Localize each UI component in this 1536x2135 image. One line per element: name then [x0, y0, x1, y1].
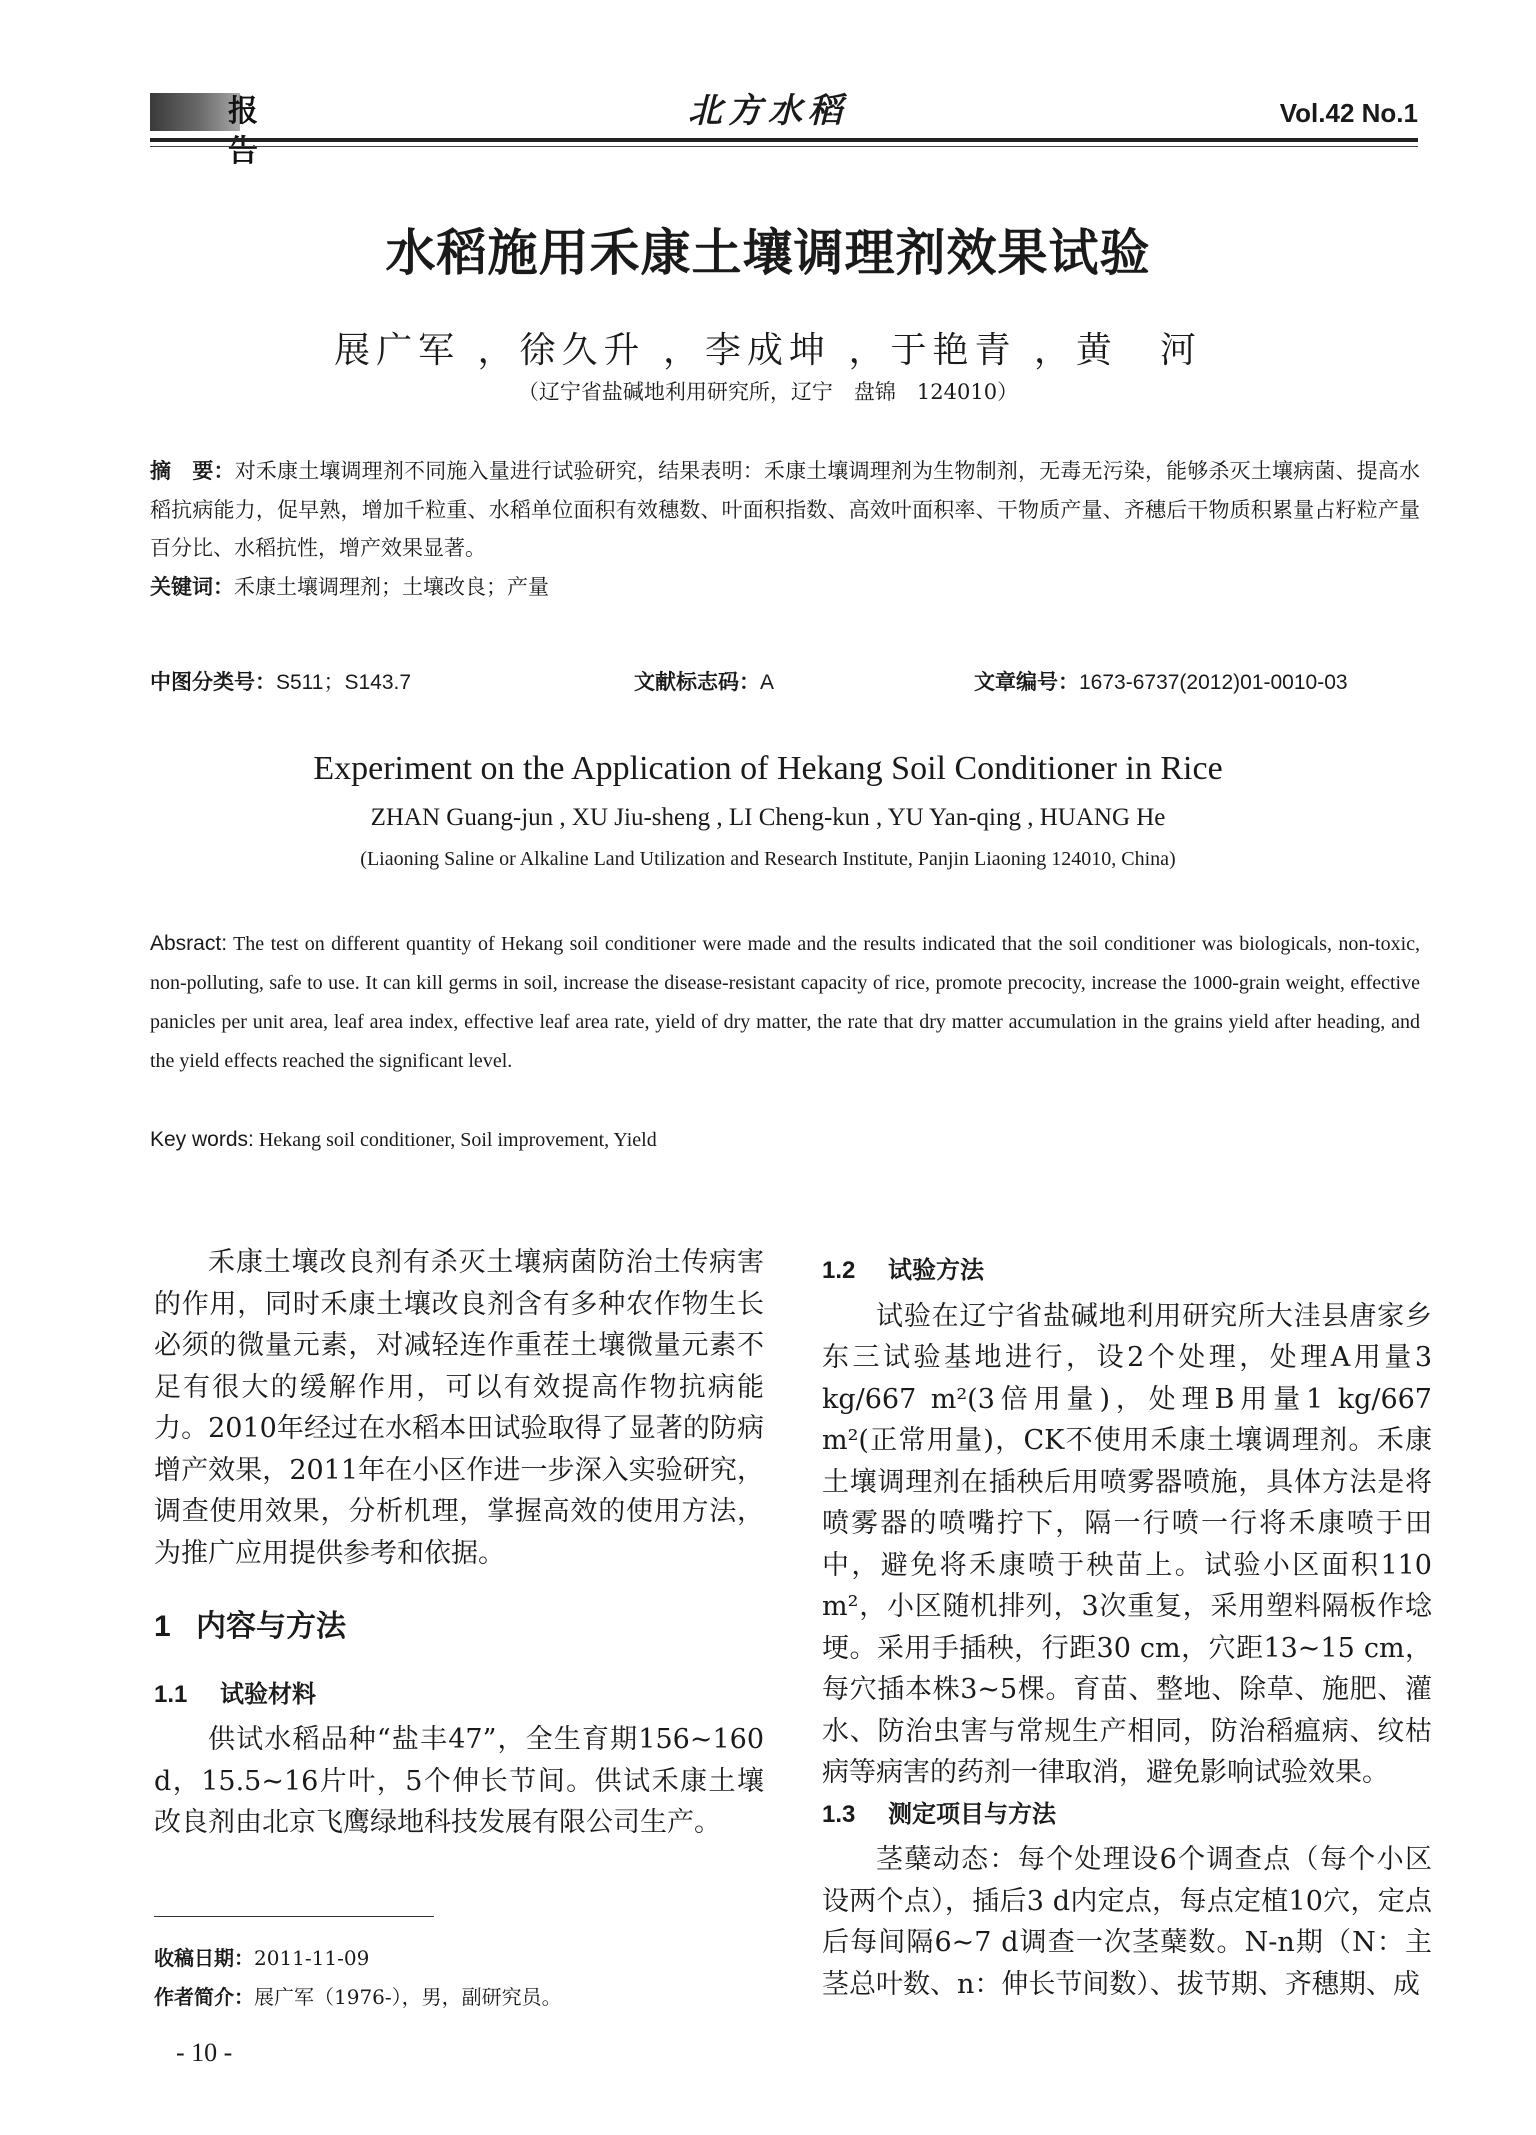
english-authors: ZHAN Guang-jun , XU Jiu-sheng , LI Cheng-kun , YU Yan-qing , HUANG He [370, 804, 1166, 831]
document-code: 文献标志码：A [634, 671, 775, 694]
section-1-3-heading: 1.3 测定项目与方法 [822, 1800, 1056, 1828]
author-bio: 作者简介：展广军（1976-），男，副研究员。 [154, 1985, 562, 2009]
abstract-cn [150, 452, 1420, 567]
section-1-1-heading: 1.1 试验材料 [154, 1680, 316, 1708]
section-1-2-text: 试验在辽宁省盐碱地利用研究所大洼县唐家乡东三试验基地进行，设2个处理，处理A用量3 kg/667 m²(3倍用量)，处理B用量1 kg/667 m²(正常用量)，CK不使用禾康土壤调理剂。禾康土壤调理剂在插秧后用喷雾器喷施，具体方法是将喷雾器的喷嘴拧下，隔一行喷一行将禾康喷于田中，避免将禾康喷于秧苗上。试验小区面积110 m²，小区随机排列，3次重复，采用塑料隔板作埝埂。采用手插秧，行距30 cm，穴距13~15 cm，每穴插本株3~5棵。育苗、整地、除草、施肥、灌水、防治虫害与常规生产相同，防治稻瘟病、纹枯病等病害的药剂一律取消，避免影响试验效果。 [822, 1300, 1432, 1788]
clc-code: 中图分类号：S511；S143.7 [150, 671, 412, 694]
intro-paragraph: 禾康土壤改良剂有杀灭土壤病菌防治土传病害的作用，同时禾康土壤改良剂含有多种农作物生长必须的微量元素，对减轻连作重茬土壤微量元素不足有很大的缓解作用，可以有效提高作物抗病能力。2010年经过在水稻本田试验取得了显著的防病增产效果，2011年在小区作进一步深入实验研究，调查使用效果，分析机理，掌握高效的使用方法，为推广应用提供参考和依据。 [154, 1247, 764, 1569]
volume-number: Vol.42 No.1 [1279, 98, 1418, 128]
section-1-3-text: 茎蘖动态：每个处理设6个调查点（每个小区设两个点），插后3 d内定点，每点定植10穴，定点后每间隔6~7 d调查一次茎蘖数。N-n期（N：主茎总叶数、n：伸长节间数）、拔节期、齐穗期、成 [822, 1844, 1432, 2000]
header-rule [150, 138, 1418, 142]
affiliation: （辽宁省盐碱地利用研究所，辽宁 盘锦 124010） [517, 380, 1019, 404]
section-1-heading: 1 内容与方法 [154, 1610, 346, 1643]
page-number: - 10 - [176, 2038, 233, 2067]
keywords-en [150, 1120, 657, 1160]
abstract-en [150, 924, 1420, 1081]
keywords-cn-text: 禾康土壤调理剂；土壤改良；产量 [234, 575, 549, 599]
section-1-2-heading: 1.2 试验方法 [822, 1257, 984, 1284]
keywords-cn-label: 关键词： [150, 576, 234, 599]
keywords-en-label: Key words: [150, 1128, 254, 1151]
english-title: Experiment on the Application of Hekang Soil Conditioner in Rice [313, 750, 1223, 787]
abstract-en-text: The test on different quantity of Hekang soil conditioner were made and the results indicated that the soil conditioner was biologicals, non-toxic, non-polluting, safe to use. It can kill germs in soil, increase the disease-resistant capacity of rice, promote precocity, increase the 1000-grain weight, effective panicles per unit area, leaf area index, effective leaf area rate, yield of dry matter, the rate that dry matter accumulation in the grains yield after heading, and the yield effects reached the significant level. [150, 933, 1421, 1072]
article-number: 文章编号：1673-6737(2012)01-0010-03 [974, 671, 1348, 694]
section-tag-label: 报告 [228, 95, 262, 168]
body-right-column [822, 1250, 1432, 2005]
body-left-column [154, 1242, 764, 1844]
abstract-cn-label: 摘 要： [150, 460, 235, 483]
abstract-cn-text: 对禾康土壤调理剂不同施入量进行试验研究，结果表明：禾康土壤调理剂为生物制剂，无毒无污染，能够杀灭土壤病菌、提高水稻抗病能力，促早熟，增加千粒重、水稻单位面积有效穗数、叶面积指数、高效叶面积率、干物质产量、齐穗后干物质积累量占籽粒产量百分比、水稻抗性，增产效果显著。 [150, 459, 1421, 560]
received-date: 收稿日期：2011-11-09 [154, 1946, 370, 1970]
footnote-rule [154, 1916, 434, 1917]
keywords-cn [150, 568, 549, 607]
journal-logo: 北方水稻 [688, 93, 848, 130]
english-affiliation: (Liaoning Saline or Alkaline Land Utilization and Research Institute, Panjin Liaoning 124010, China) [360, 848, 1176, 870]
author-list: 展广军 ，徐久升 ，李成坤 ，于艳青 ，黄 河 [334, 330, 1202, 371]
keywords-en-text: Hekang soil conditioner, Soil improvement, Yield [258, 1129, 657, 1151]
abstract-en-label: Absract: [150, 932, 228, 955]
paper-title: 水稻施用禾康土壤调理剂效果试验 [385, 225, 1151, 281]
header-rule-thin [150, 146, 1418, 147]
section-1-1-text: 供试水稻品种“盐丰47”，全生育期156~160 d，15.5~16片叶，5个伸长节间。供试禾康土壤改良剂由北京飞鹰绿地科技发展有限公司生产。 [154, 1724, 764, 1838]
